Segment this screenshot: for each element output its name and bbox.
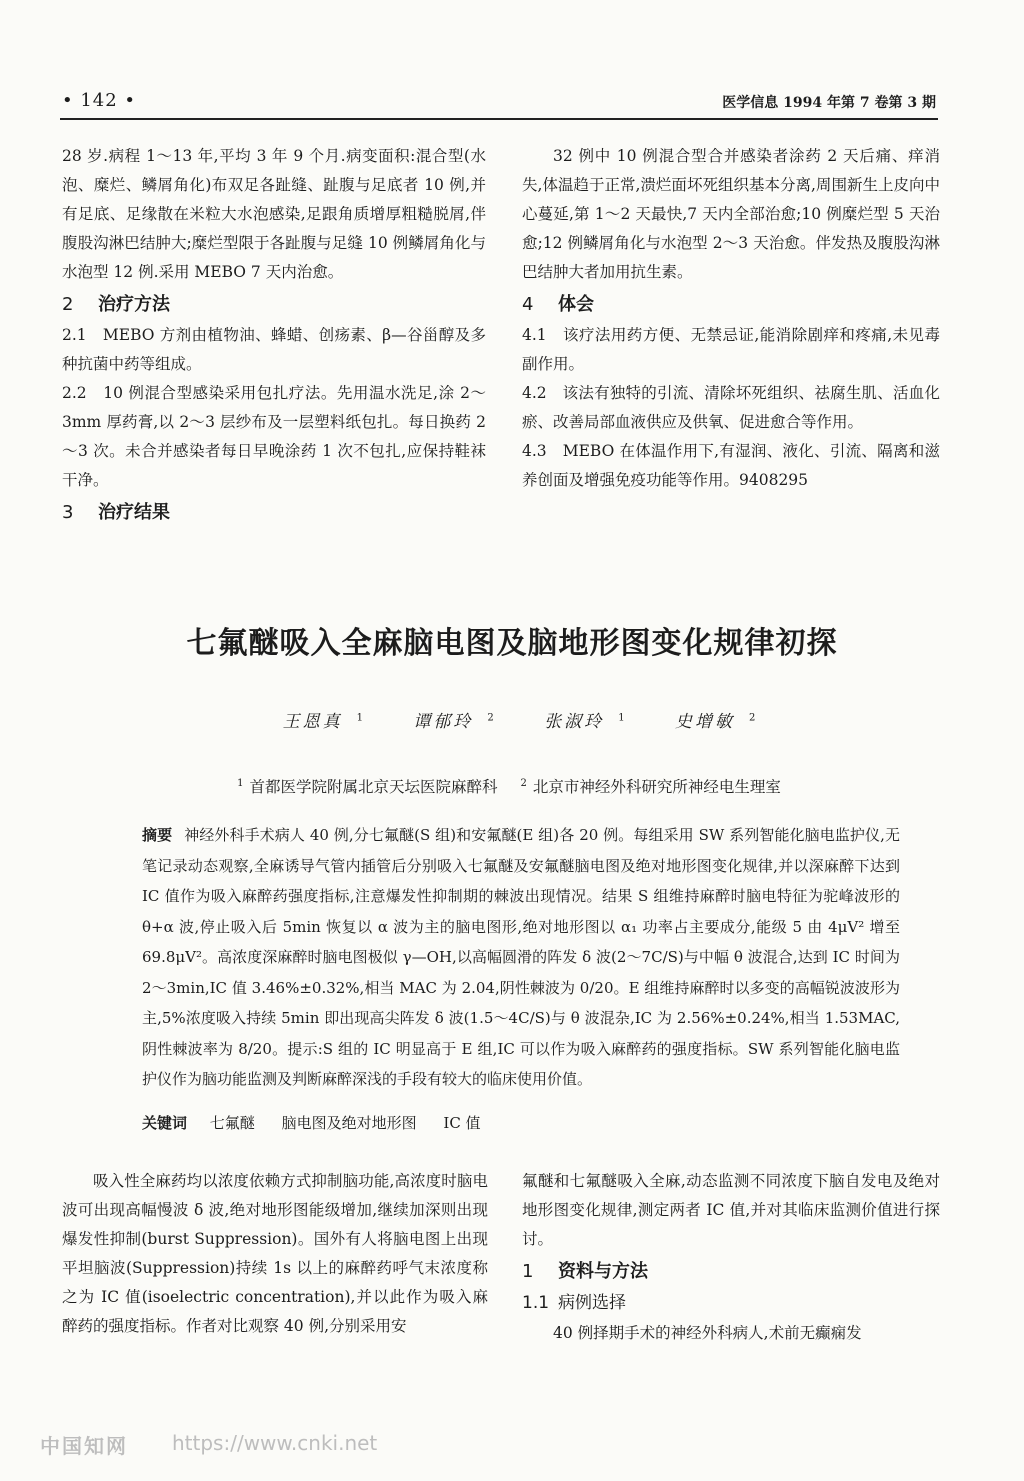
page-number: • 142 • bbox=[62, 90, 137, 111]
section-number: 2 bbox=[62, 294, 74, 315]
journal-header: 医学信息 1994 年第 7 卷第 3 期 bbox=[722, 95, 936, 111]
section-heading-3 bbox=[62, 497, 486, 529]
section-number: 4 bbox=[522, 294, 534, 315]
author: 张淑玲 $^1$ bbox=[544, 712, 625, 732]
body-left-column bbox=[62, 1167, 488, 1341]
prev-paragraph: 2.1 MEBO 方剂由植物油、蜂蜡、创疡素、β—谷甾醇及多种抗菌中药等组成。 bbox=[62, 326, 486, 373]
section-title: 资料与方法 bbox=[558, 1261, 648, 1282]
section-number: 1 bbox=[522, 1261, 534, 1282]
section-title: 治疗结果 bbox=[98, 502, 170, 523]
keywords-label: 关键词 bbox=[142, 1114, 188, 1132]
subsection-heading-1-1 bbox=[522, 1288, 940, 1319]
section-heading-2 bbox=[62, 289, 486, 321]
author: 史增敏 $^2$ bbox=[674, 712, 756, 732]
keywords bbox=[142, 1112, 900, 1133]
section-heading-1 bbox=[522, 1256, 940, 1288]
body-paragraph: 氟醚和七氟醚吸入全麻,动态监测不同浓度下脑自发电及绝对地形图变化规律,测定两者 IC 值,并对其临床监测价值进行探讨。 bbox=[522, 1172, 940, 1248]
section-title: 治疗方法 bbox=[98, 294, 170, 315]
body-right-column bbox=[522, 1167, 940, 1348]
abstract bbox=[142, 820, 900, 1095]
affiliations bbox=[0, 775, 1024, 797]
cnki-watermark-logo: 中国知网 bbox=[40, 1434, 128, 1458]
section-heading-4 bbox=[522, 289, 940, 321]
prev-article-left-column bbox=[62, 142, 486, 529]
affiliation: $^1$ 首都医学院附属北京天坛医院麻醉科 bbox=[237, 777, 498, 796]
prev-paragraph: 32 例中 10 例混合型合并感染者涂药 2 天后痛、痒消失,体温趋于正常,溃烂面坏死组织基本分离,周围新生上皮向中心蔓延,第 1～2 天最快,7 天内全部治愈;10 例糜烂型 5 天治愈;12 例鳞屑角化与水泡型 2～3 天治愈。伴发热及腹股沟淋巴结肿大者加用抗生素。 bbox=[522, 147, 940, 281]
prev-paragraph: 4.2 该法有独特的引流、清除坏死组织、祛腐生肌、活血化瘀、改善局部血液供应及供氧、促进愈合等作用。 bbox=[522, 384, 940, 431]
article-title: 七氟醚吸入全麻脑电图及脑地形图变化规律初探 bbox=[186, 626, 838, 661]
keyword: 脑电图及绝对地形图 bbox=[281, 1114, 417, 1132]
abstract-label: 摘要 bbox=[142, 826, 173, 844]
abstract-text: 神经外科手术病人 40 例,分七氟醚(S 组)和安氟醚(E 组)各 20 例。每组采用 SW 系列智能化脑电监护仪,无笔记录动态观察,全麻诱导气管内插管后分别吸入七氟醚及安氟醚脑电图及绝对地形图变化规律,并以深麻醉下达到 IC 值作为吸入麻醉药强度指标,注意爆发性抑制期的棘波出现情况。结果 S 组维持麻醉时脑电特征为驼峰波形的 θ+α 波,停止吸入后 5min 恢复以 α 波为主的脑电图形,绝对地形图以 α₁ 功率占主要成分,能级 5 由 4μV² 增至 69.8μV²。高浓度深麻醉时脑电图极似 γ—OH,以高幅圆滑的阵发 δ 波(2～7C/S)与中幅 θ 波混合,达到 IC 时间为 2～3min,IC 值 3.46%±0.32%,相当 MAC 为 2.04,阴性棘波为 0/20。E 组维持麻醉时以多变的高幅锐波波形为主,5%浓度吸入持续 5min 即出现高尖阵发 δ 波(1.5～4C/S)与 θ 波混杂,IC 为 2.56%±0.24%,相当 1.53MAC,阴性棘波率为 8/20。提示:S 组的 IC 明显高于 E 组,IC 可以作为吸入麻醉药的强度指标。SW 系列智能化脑电监护仪作为脑功能监测及判断麻醉深浅的手段有较大的临床使用价值。 bbox=[142, 826, 900, 1088]
header-divider bbox=[60, 118, 938, 120]
cnki-watermark-url: https://www.cnki.net bbox=[172, 1431, 378, 1455]
affiliation: $^2$ 北京市神经外科研究所神经电生理室 bbox=[520, 777, 781, 796]
prev-paragraph: 4.1 该疗法用药方便、无禁忌证,能消除剧痒和疼痛,未见毒副作用。 bbox=[522, 326, 940, 373]
prev-article-right-column bbox=[522, 142, 940, 495]
section-number: 3 bbox=[62, 502, 74, 523]
prev-paragraph: 4.3 MEBO 在体温作用下,有湿润、液化、引流、隔离和滋养创面及增强免疫功能等作用。9408295 bbox=[522, 442, 940, 489]
keyword: IC 值 bbox=[443, 1114, 481, 1132]
prev-paragraph: 2.2 10 例混合型感染采用包扎疗法。先用温水洗足,涂 2～3mm 厚药膏,以 2～3 层纱布及一层塑料纸包扎。每日换药 2～3 次。未合并感染者每日早晚涂药 1 次不包扎,应保持鞋袜干净。 bbox=[62, 384, 486, 489]
keyword: 七氟醚 bbox=[209, 1114, 255, 1132]
subsection-title: 病例选择 bbox=[558, 1293, 626, 1313]
subsection-number: 1.1 bbox=[522, 1293, 550, 1313]
prev-paragraph: 28 岁.病程 1～13 年,平均 3 年 9 个月.病变面积:混合型(水泡、糜烂、鳞屑角化)布双足各趾缝、趾腹与足底者 10 例,并有足底、足缘散在米粒大水泡感染,足跟角质增厚粗糙脱屑,伴腹股沟淋巴结肿大;糜烂型限于各趾腹与足缝 10 例鳞屑角化与水泡型 12 例.采用 MEBO 7 天内治愈。 bbox=[62, 147, 486, 281]
body-paragraph: 吸入性全麻药均以浓度依赖方式抑制脑功能,高浓度时脑电波可出现高幅慢波 δ 波,绝对地形图能级增加,继续加深则出现爆发性抑制(burst Suppression)。国外有人将脑电图上出现平坦脑波(Suppression)持续 1s 以上的麻醉药呼气末浓度称之为 IC 值(isoelectric concentration),并以此作为吸入麻醉药的强度指标。作者对比观察 40 例,分别采用安 bbox=[62, 1172, 488, 1335]
section-title: 体会 bbox=[558, 294, 594, 315]
body-paragraph: 40 例择期手术的神经外科病人,术前无癫痫发 bbox=[553, 1324, 862, 1342]
author: 谭郁玲 $^2$ bbox=[413, 712, 494, 732]
author: 王恩真 $^1$ bbox=[282, 712, 364, 732]
author-list bbox=[0, 707, 1024, 732]
